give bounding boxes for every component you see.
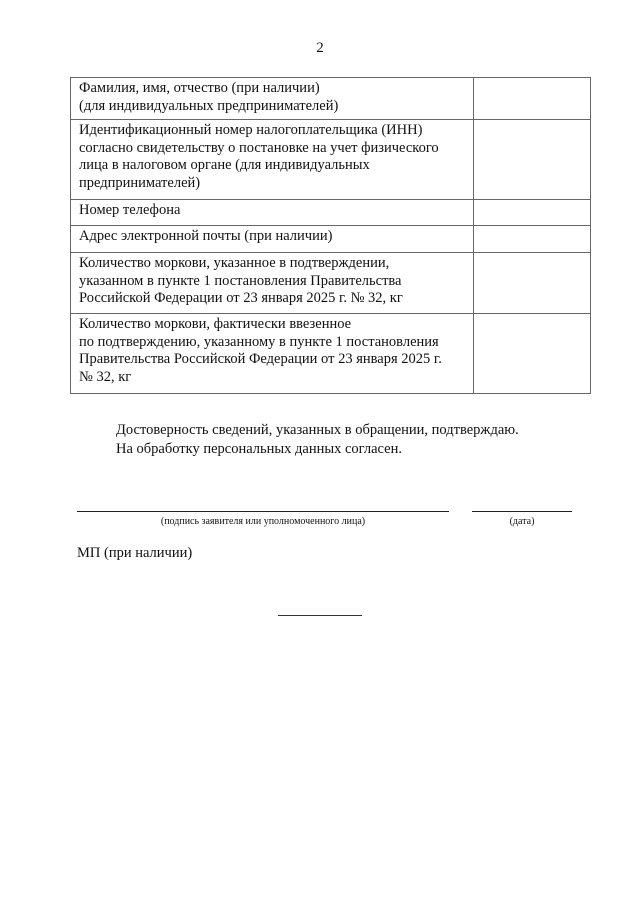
signature-line[interactable] (77, 511, 449, 512)
table-row-inn (71, 120, 591, 200)
page-number: 2 (316, 40, 324, 56)
label-line: предпринимателей) (79, 174, 201, 191)
label-line: Адрес электронной почты (при наличии) (79, 228, 333, 244)
label-phone (71, 200, 474, 226)
table-row-phone (71, 200, 591, 226)
label-email (71, 226, 474, 253)
signature-caption: (подпись заявителя или уполномоченного лица) (160, 516, 366, 527)
label-inn (71, 120, 474, 200)
value-full-name[interactable] (474, 78, 591, 120)
stamp-note: МП (при наличии) (77, 545, 193, 561)
label-line: Количество моркови, указанное в подтверждении, (79, 255, 390, 271)
value-phone[interactable] (474, 200, 591, 226)
label-line: № 32, кг (79, 368, 132, 385)
label-line: Фамилия, имя, отчество (при наличии) (79, 80, 320, 96)
consent-line: На обработку персональных данных согласен. (116, 441, 402, 457)
label-line: согласно свидетельству о постановке на учет физического (79, 139, 439, 156)
label-line: указанном в пункте 1 постановления Правительства (79, 272, 402, 289)
value-carrot-confirmed[interactable] (474, 253, 591, 314)
end-divider (278, 615, 362, 616)
label-line: (для индивидуальных предпринимателей) (79, 97, 339, 114)
value-inn[interactable] (474, 120, 591, 200)
table-row-full-name (71, 78, 591, 120)
value-carrot-imported[interactable] (474, 314, 591, 394)
label-line: Номер телефона (79, 202, 181, 218)
label-line: Правительства Российской Федерации от 23 января 2025 г. (79, 351, 442, 367)
confirmation-statement (116, 421, 519, 459)
confirmation-line: Достоверность сведений, указанных в обращении, подтверждаю. (116, 422, 519, 438)
date-line[interactable] (472, 511, 572, 512)
label-carrot-imported (71, 314, 474, 394)
value-email[interactable] (474, 226, 591, 253)
label-line: Количество моркови, фактически ввезенное (79, 316, 352, 332)
label-line: Идентификационный номер налогоплательщика (ИНН) (79, 122, 423, 138)
label-full-name (71, 78, 474, 120)
label-line: по подтверждению, указанному в пункте 1 постановления (79, 333, 439, 350)
table-row-carrot-confirmed (71, 253, 591, 314)
table-row-carrot-imported (71, 314, 591, 394)
date-caption: (дата) (509, 516, 535, 527)
label-line: лица в налоговом органе (для индивидуальных (79, 157, 370, 173)
label-line: Российской Федерации от 23 января 2025 г. № 32, кг (79, 290, 403, 306)
table-row-email (71, 226, 591, 253)
applicant-info-table (70, 77, 591, 394)
label-carrot-confirmed (71, 253, 474, 314)
